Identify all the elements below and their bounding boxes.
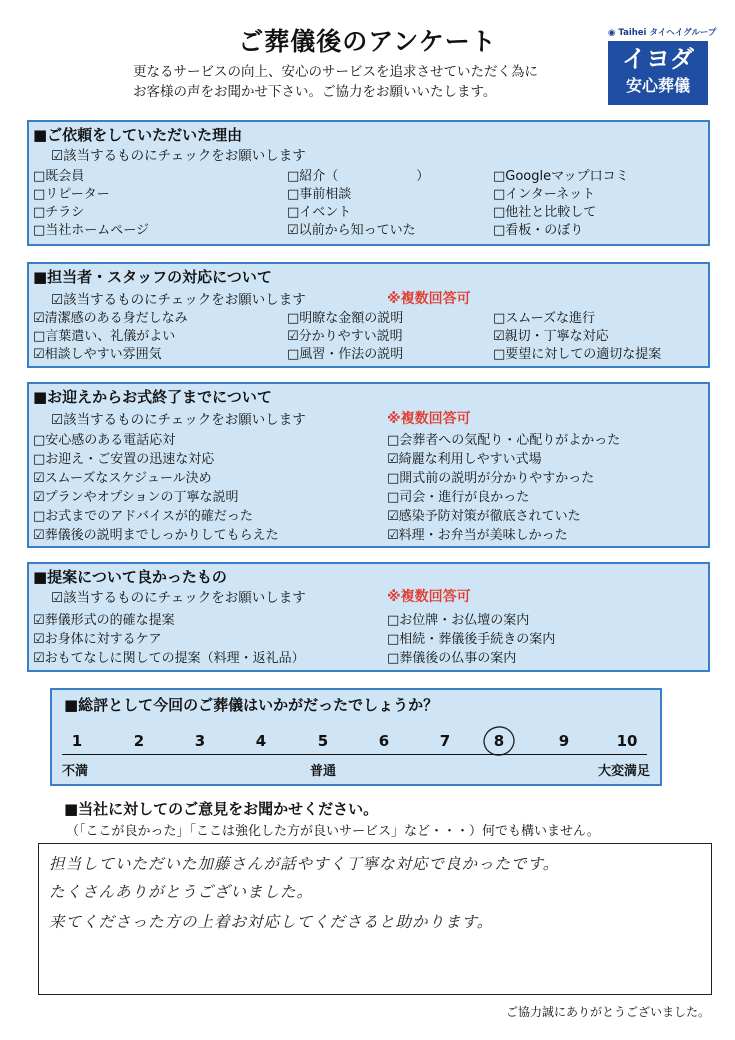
checkbox-item[interactable]: ☑以前から知っていた <box>287 223 416 238</box>
rating-option-1[interactable]: 1 <box>71 732 83 750</box>
checkbox-item[interactable]: □要望に対しての適切な提案 <box>493 347 662 362</box>
logo-group: Taihei <box>618 28 647 38</box>
footer-thanks: ご協力誠にありがとうございました。 <box>505 1005 710 1019</box>
page-title: ご葬儀後のアンケート <box>238 27 497 56</box>
checkbox-item[interactable]: ☑スムーズなスケジュール決め <box>33 471 212 486</box>
opinion-subtitle: （「ここが良かった」「ここは強化した方が良いサービス」など・・・）何でも構いません。 <box>66 824 600 839</box>
checkbox-item[interactable]: ☑葬儀形式の的確な提案 <box>33 613 175 628</box>
rating-mid-label: 普通 <box>310 764 337 779</box>
rating-question: ■総評として今回のご葬儀はいかがだったでしょうか？ <box>64 696 439 714</box>
logo-box <box>608 41 708 105</box>
checkbox-item[interactable]: □イベント <box>287 205 352 220</box>
section-title: ■提案について良かったもの <box>33 568 227 586</box>
section-proposal <box>27 562 710 672</box>
checkbox-item[interactable]: □紹介（ ） <box>287 169 430 184</box>
checkbox-item[interactable]: ☑料理・お弁当が美味しかった <box>387 528 568 543</box>
company-logo <box>608 26 717 104</box>
checkbox-item[interactable]: □お迎え・ご安置の迅速な対応 <box>33 452 215 467</box>
section-instruction: ☑該当するものにチェックをお願いします <box>51 148 306 164</box>
selected-rating-circle-icon <box>482 724 516 758</box>
handwritten-line-1: 担当していただいた加藤さんが話やすく丁寧な対応で良かったです。 <box>49 855 560 873</box>
rating-option-6[interactable]: 6 <box>378 732 390 750</box>
checkbox-item[interactable]: □Googleマップ口コミ <box>493 169 629 184</box>
opinion-textarea[interactable] <box>38 843 712 995</box>
checkbox-item[interactable]: ☑相談しやすい雰囲気 <box>33 347 162 362</box>
checkbox-item[interactable]: ☑プランやオプションの丁寧な説明 <box>33 490 239 505</box>
checkbox-item[interactable]: □他社と比較して <box>493 205 597 220</box>
handwritten-line-2: たくさんありがとうございました。 <box>49 883 314 901</box>
checkbox-item[interactable]: ☑感染予防対策が徹底されていた <box>387 509 581 524</box>
intro-text <box>133 62 538 102</box>
section-title: ■お迎えからお式終了までについて <box>33 388 272 406</box>
checkbox-item[interactable]: □インターネット <box>493 187 596 202</box>
checkbox-item[interactable]: □事前相談 <box>287 187 352 202</box>
opinion-title: ■当社に対してのご意見をお聞かせください。 <box>64 800 379 818</box>
checkbox-item[interactable]: □チラシ <box>33 205 85 220</box>
section-instruction: ☑該当するものにチェックをお願いします <box>51 590 306 606</box>
section-title: ■ご依頼をしていただいた理由 <box>33 126 243 144</box>
intro-line-2: お客様の声をお聞かせ下さい。ご協力をお願いいたします。 <box>133 84 497 100</box>
rating-option-8[interactable]: 8 <box>493 732 505 750</box>
checkbox-item[interactable]: □お位牌・お仏壇の案内 <box>387 613 530 628</box>
rating-scale-line <box>62 754 647 755</box>
rating-panel <box>50 688 662 786</box>
multi-answer-note: ※複数回答可 <box>387 291 471 307</box>
multi-answer-note: ※複数回答可 <box>387 411 471 427</box>
checkbox-item[interactable]: □明瞭な金額の説明 <box>287 311 404 326</box>
rating-option-5[interactable]: 5 <box>317 732 329 750</box>
rating-option-10[interactable]: 10 <box>616 732 638 750</box>
section-staff <box>27 262 710 368</box>
taihei-mark-icon: ◉ <box>608 28 616 38</box>
checkbox-item[interactable]: □会葬者への気配り・心配りがよかった <box>387 433 621 448</box>
checkbox-item[interactable]: □スムーズな進行 <box>493 311 595 326</box>
rating-low-label: 不満 <box>62 764 89 779</box>
checkbox-item[interactable]: ☑おもてなしに関しての提案（料理・返礼品） <box>33 651 305 666</box>
checkbox-item[interactable]: □既会員 <box>33 169 85 184</box>
section-reason <box>27 120 710 246</box>
checkbox-item[interactable]: □看板・のぼり <box>493 223 584 238</box>
checkbox-item[interactable]: □安心感のある電話応対 <box>33 433 176 448</box>
rating-option-2[interactable]: 2 <box>133 732 145 750</box>
section-instruction: ☑該当するものにチェックをお願いします <box>51 412 306 428</box>
section-title: ■担当者・スタッフの対応について <box>33 268 272 286</box>
rating-option-3[interactable]: 3 <box>194 732 206 750</box>
section-ceremony <box>27 382 710 548</box>
multi-answer-note: ※複数回答可 <box>387 589 471 605</box>
checkbox-item[interactable]: ☑綺麗な利用しやすい式場 <box>387 452 542 467</box>
checkbox-item[interactable]: □司会・進行が良かった <box>387 490 530 505</box>
checkbox-item[interactable]: □お式までのアドバイスが的確だった <box>33 509 253 524</box>
checkbox-item[interactable]: □言葉遣い、礼儀がよい <box>33 329 176 344</box>
logo-sub: 安心葬儀 <box>625 76 690 95</box>
logo-group-suffix: タイヘイグループ <box>649 28 717 38</box>
checkbox-item[interactable]: □開式前の説明が分かりやすかった <box>387 471 595 486</box>
logo-group-line <box>608 26 717 38</box>
handwritten-line-3: 来てくださった方の上着お対応してくださると助かります。 <box>49 913 494 931</box>
checkbox-item[interactable]: □リピーター <box>33 187 110 202</box>
intro-line-1: 更なるサービスの向上、安心のサービスを追求させていただく為に <box>133 64 538 80</box>
rating-high-label: 大変満足 <box>598 764 651 779</box>
checkbox-item[interactable]: ☑お身体に対するケア <box>33 632 162 647</box>
rating-option-9[interactable]: 9 <box>558 732 570 750</box>
logo-name: イヨダ <box>622 45 694 73</box>
checkbox-item[interactable]: ☑分かりやすい説明 <box>287 329 403 344</box>
section-instruction: ☑該当するものにチェックをお願いします <box>51 292 306 308</box>
checkbox-item[interactable]: ☑葬儀後の説明までしっかりしてもらえた <box>33 528 279 543</box>
checkbox-item[interactable]: ☑親切・丁寧な対応 <box>493 329 609 344</box>
rating-option-4[interactable]: 4 <box>255 732 267 750</box>
checkbox-item[interactable]: □当社ホームページ <box>33 223 150 238</box>
checkbox-item[interactable]: □葬儀後の仏事の案内 <box>387 651 517 666</box>
checkbox-item[interactable]: ☑清潔感のある身だしなみ <box>33 311 188 326</box>
rating-option-7[interactable]: 7 <box>439 732 451 750</box>
checkbox-item[interactable]: □風習・作法の説明 <box>287 347 404 362</box>
checkbox-item[interactable]: □相続・葬儀後手続きの案内 <box>387 632 556 647</box>
